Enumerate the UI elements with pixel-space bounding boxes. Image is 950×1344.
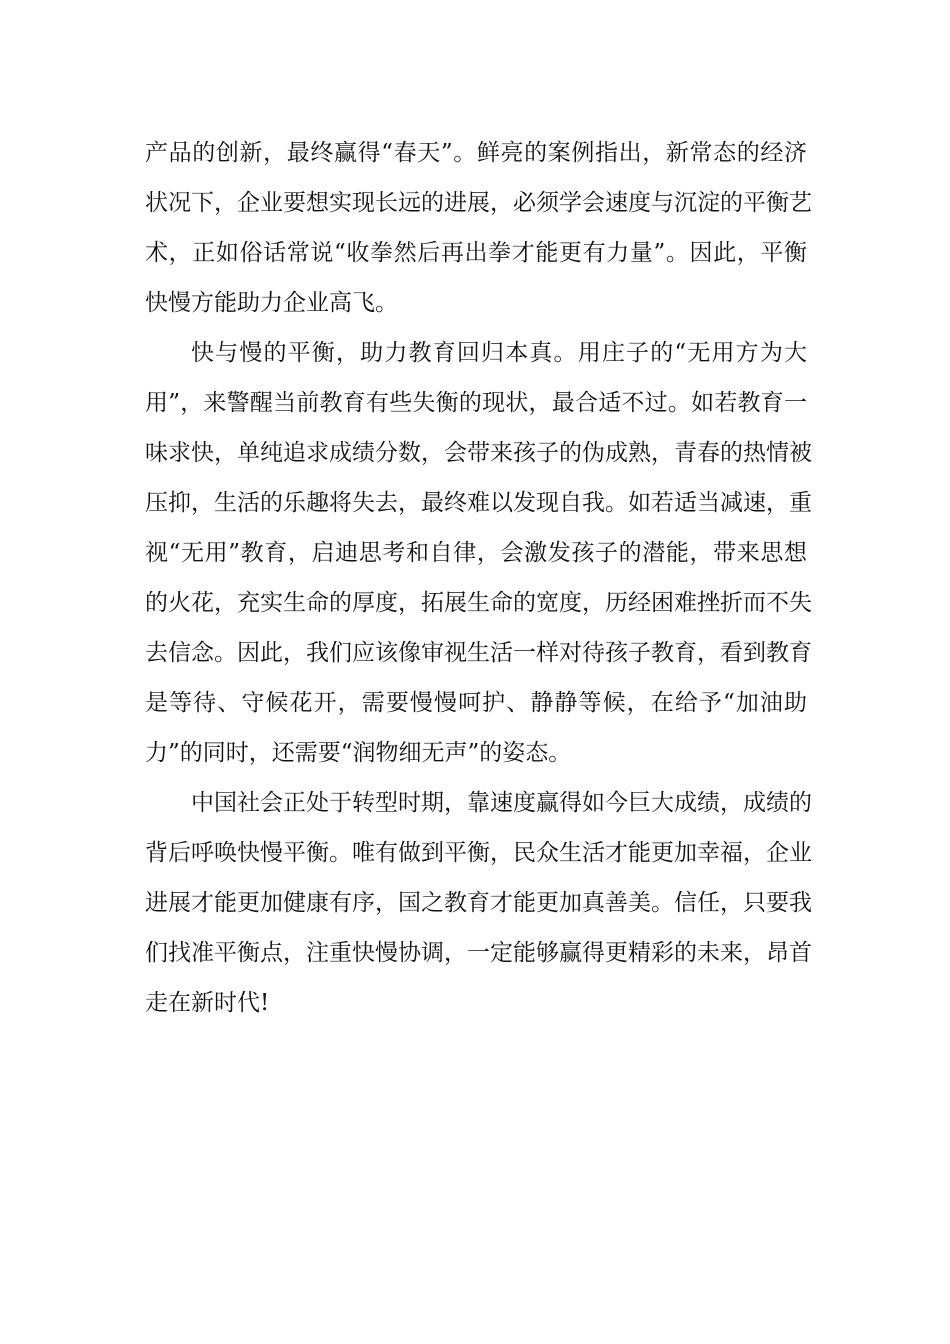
text-line: 视“无用”教育，启迪思考和自律，会激发孩子的潜能，带来思想 xyxy=(145,540,807,566)
body-text xyxy=(145,128,812,1028)
text-line: 压抑，生活的乐趣将失去，最终难以发现自我。如若适当减速，重 xyxy=(145,490,812,516)
text-line: 快与慢的平衡，助力教育回归本真。用庄子的“无用方为大 xyxy=(191,340,807,366)
text-line: 快慢方能助力企业高飞。 xyxy=(145,290,398,316)
text-line: 背后呼唤快慢平衡。唯有做到平衡，民众生活才能更加幸福，企业 xyxy=(145,840,812,866)
text-line: 术，正如俗话常说“收拳然后再出拳才能更有力量”。因此，平衡 xyxy=(145,240,807,266)
text-line: 去信念。因此，我们应该像审视生活一样对待孩子教育，看到教育 xyxy=(145,640,812,666)
text-line: 是等待、守候花开，需要慢慢呵护、静静等候，在给予“加油助 xyxy=(145,690,807,716)
text-line: 的火花，充实生命的厚度，拓展生命的宽度，历经困难挫折而不失 xyxy=(145,590,812,616)
text-line: 力”的同时，还需要“润物细无声”的姿态。 xyxy=(145,740,572,766)
text-line: 进展才能更加健康有序，国之教育才能更加真善美。信任，只要我 xyxy=(145,890,812,916)
text-line: 们找准平衡点，注重快慢协调，一定能够赢得更精彩的未来，昂首 xyxy=(145,940,812,966)
text-line: 走在新时代! xyxy=(145,990,270,1016)
text-line: 中国社会正处于转型时期，靠速度赢得如今巨大成绩，成绩的 xyxy=(191,790,812,816)
text-line: 产品的创新，最终赢得“春天”。鲜亮的案例指出，新常态的经济 xyxy=(145,140,807,166)
text-line: 味求快，单纯追求成绩分数，会带来孩子的伪成熟，青春的热情被 xyxy=(145,440,812,466)
text-line: 用”，来警醒当前教育有些失衡的现状，最合适不过。如若教育一 xyxy=(145,390,807,416)
text-line: 状况下，企业要想实现长远的进展，必须学会速度与沉淀的平衡艺 xyxy=(145,190,812,216)
